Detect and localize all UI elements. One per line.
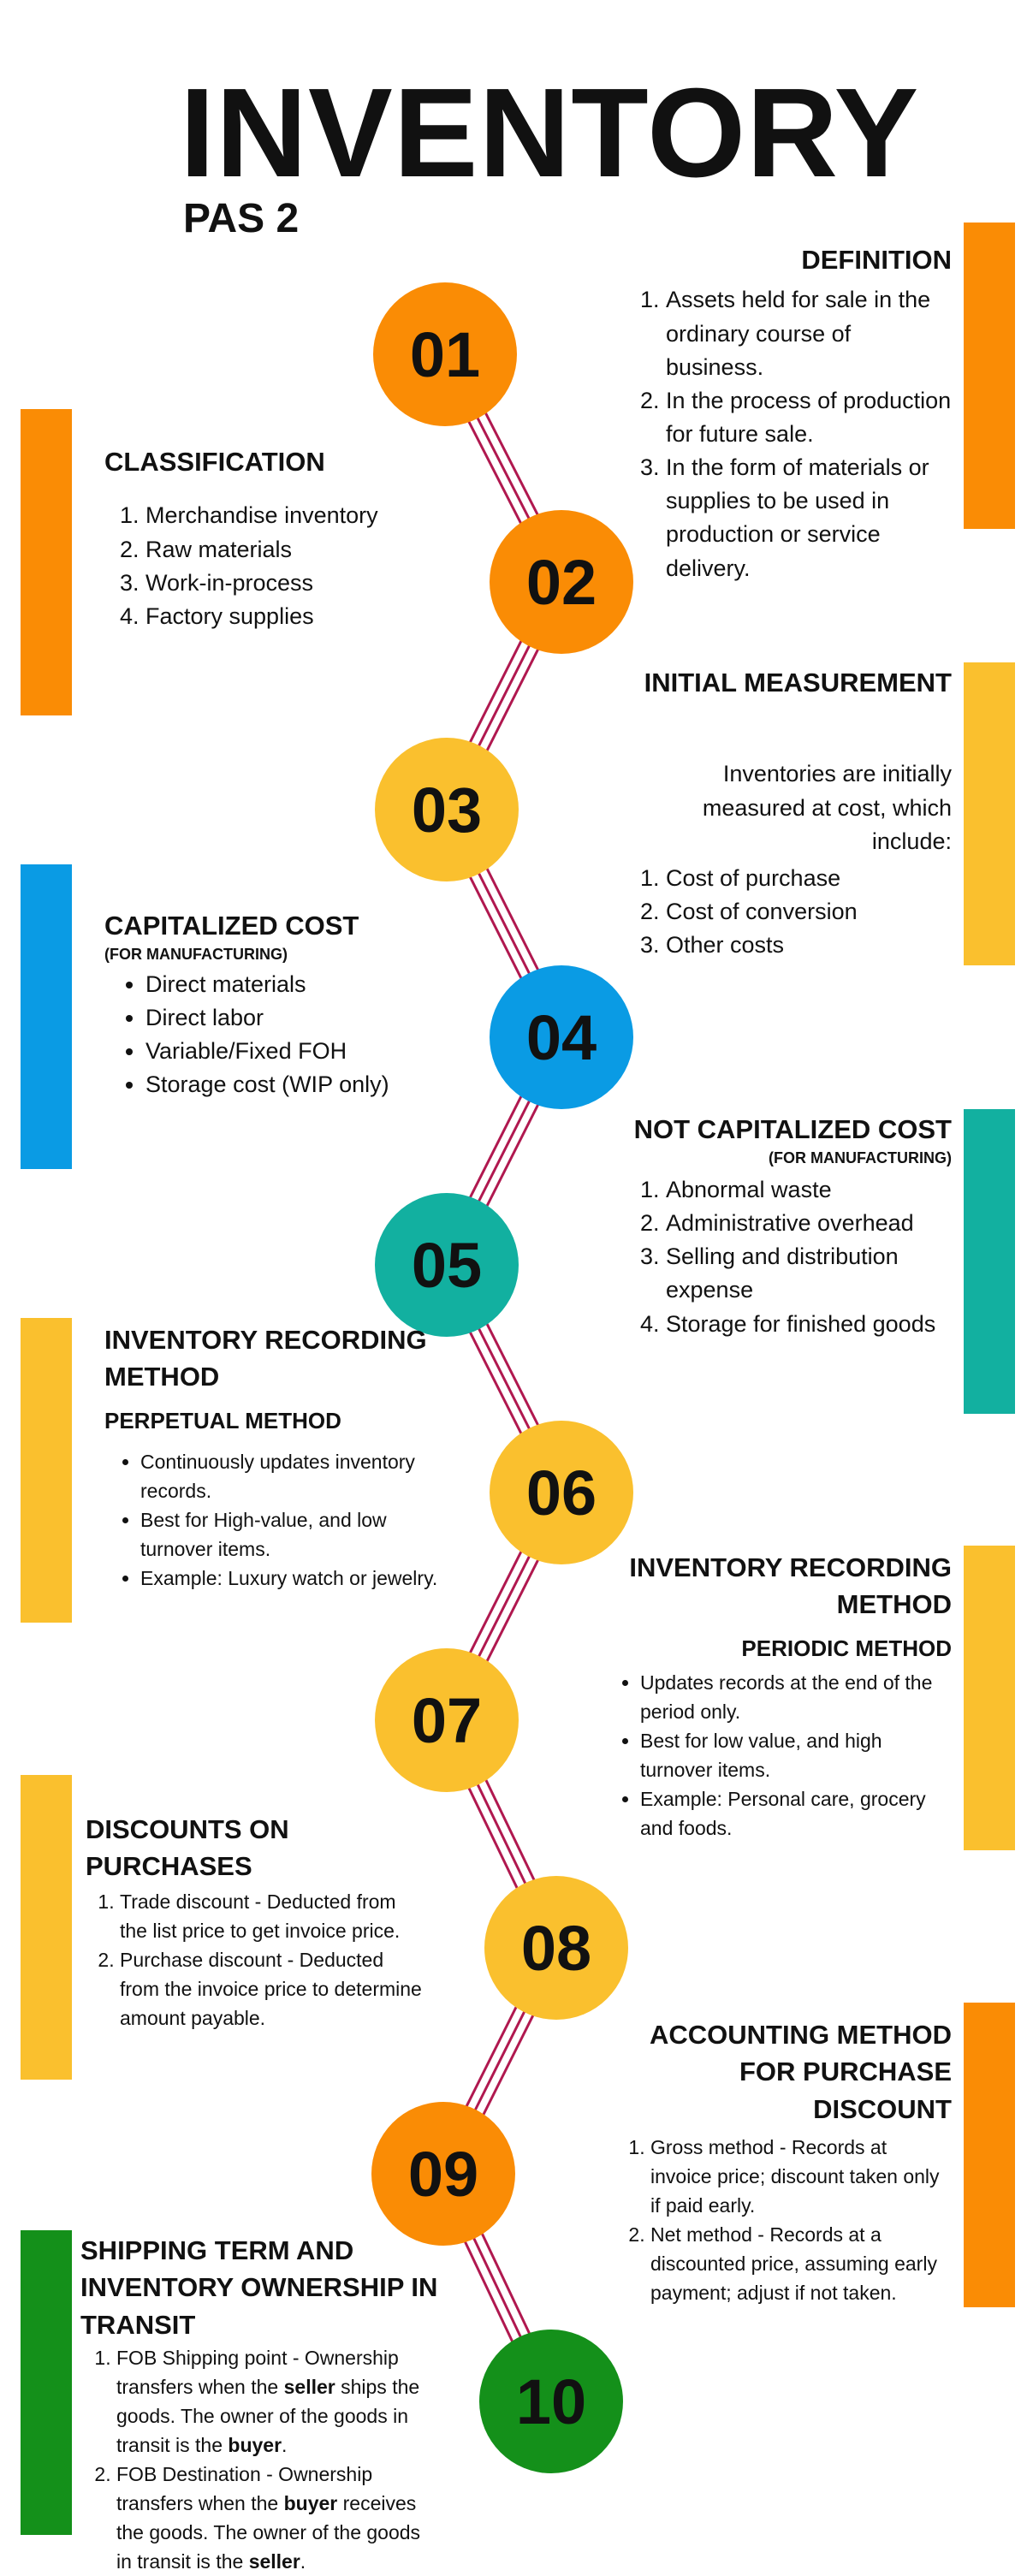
list-item: 1. Trade discount - Deducted from the list price to get invoice price. (120, 1887, 428, 1945)
capitalized-cost-list (104, 968, 464, 1102)
shipping-party: seller (248, 2550, 300, 2573)
list-item: 1. Merchandise inventory (145, 499, 447, 532)
initial-measurement-section (616, 664, 952, 962)
shipping-text: receives the goods. The owner of the goods in transit is the (116, 2492, 421, 2573)
list-item: 1. Assets held for sale in the ordinary course of business. (666, 283, 952, 383)
not-capitalized-cost-list (616, 1173, 952, 1341)
page-title: INVENTORY (180, 62, 920, 204)
not-capitalized-cost-title: NOT CAPITALIZED COST (633, 1114, 952, 1144)
shipping-text: . (300, 2550, 306, 2573)
step-10-node: 10 (479, 2330, 623, 2473)
classification-section (104, 443, 447, 633)
shipping-party: seller (283, 2376, 335, 2399)
not-capitalized-cost-subtitle: (FOR MANUFACTURING) (769, 1149, 952, 1167)
step-08-node: 08 (484, 1876, 628, 2020)
perpetual-method-label: PERPETUAL METHOD (104, 1407, 341, 1433)
initial-measurement-title: INITIAL MEASUREMENT (644, 668, 952, 697)
shipping-list (80, 2343, 457, 2576)
perpetual-list (104, 1447, 447, 1593)
shipping-text: FOB Shipping point - Ownership transfers when the (116, 2347, 399, 2399)
discounts-section (86, 1811, 428, 2033)
discounts-list (86, 1887, 428, 2033)
step-06-node: 06 (490, 1421, 633, 1564)
shipping-party: buyer (283, 2492, 338, 2515)
list-item (116, 2460, 431, 2576)
step-05-node: 05 (375, 1193, 519, 1337)
step-09-node: 09 (371, 2102, 515, 2246)
classification-title: CLASSIFICATION (104, 447, 325, 477)
shipping-text: ships the goods. The owner of the goods in transit is the (116, 2376, 420, 2457)
capitalized-cost-subtitle: (FOR MANUFACTURING) (104, 946, 288, 964)
periodic-title: INVENTORY RECORDING METHOD (629, 1552, 952, 1620)
initial-measurement-intro: Inventories are initially measured at cost, which include: (702, 761, 952, 854)
initial-measurement-list (616, 862, 952, 962)
definition-title: DEFINITION (801, 245, 952, 275)
periodic-list (592, 1668, 952, 1843)
list-item: • Example: Personal care, grocery and foods. (640, 1784, 935, 1843)
perpetual-section (104, 1321, 447, 1593)
shipping-section (80, 2232, 457, 2576)
periodic-method-label: PERIODIC METHOD (741, 1635, 952, 1661)
capitalized-cost-title: CAPITALIZED COST (104, 911, 359, 941)
list-item: 1. Cost of purchase (666, 862, 952, 895)
list-item: • Updates records at the end of the period only. (640, 1668, 935, 1726)
accounting-method-title: ACCOUNTING METHOD FOR PURCHASE DISCOUNT (649, 2020, 952, 2124)
list-item: 2. Administrative overhead (666, 1207, 952, 1240)
list-item (116, 2343, 431, 2460)
not-capitalized-cost-section (616, 1111, 952, 1341)
discounts-title: DISCOUNTS ON PURCHASES (86, 1814, 289, 1882)
list-item: 3. Selling and distribution expense (666, 1240, 952, 1307)
list-item: 2. Raw materials (145, 533, 447, 567)
step-02-node: 02 (490, 510, 633, 654)
definition-list (616, 283, 952, 585)
list-item: 2. Net method - Records at a discounted price, assuming early payment; adjust if not taken. (650, 2220, 952, 2307)
list-item: 2. Cost of conversion (666, 895, 952, 929)
list-item: • Variable/Fixed FOH (145, 1035, 464, 1068)
list-item: 1. Abnormal waste (666, 1173, 952, 1207)
shipping-title: SHIPPING TERM AND INVENTORY OWNERSHIP IN TRANSIT (80, 2235, 438, 2340)
list-item: • Best for low value, and high turnover items. (640, 1726, 935, 1784)
definition-section (616, 241, 952, 585)
list-item: 4. Factory supplies (145, 600, 447, 633)
list-item: • Direct materials (145, 968, 464, 1001)
page-subtitle: PAS 2 (183, 196, 300, 241)
list-item: 2. Purchase discount - Deducted from the invoice price to determine amount payable. (120, 1945, 428, 2033)
list-item: 4. Storage for finished goods (666, 1308, 952, 1341)
accounting-method-list (609, 2133, 952, 2307)
classification-list (104, 499, 447, 633)
list-item: • Continuously updates inventory records. (140, 1447, 447, 1505)
list-item: 2. In the process of production for future sale. (666, 384, 952, 451)
perpetual-title: INVENTORY RECORDING METHOD (104, 1325, 427, 1392)
list-item: 3. Other costs (666, 929, 952, 962)
shipping-text: FOB Destination - Ownership transfers when the (116, 2463, 373, 2515)
list-item: • Storage cost (WIP only) (145, 1068, 464, 1101)
list-item: 3. Work-in-process (145, 567, 447, 600)
list-item: 1. Gross method - Records at invoice price; discount taken only if paid early. (650, 2133, 952, 2220)
list-item: • Direct labor (145, 1001, 464, 1035)
shipping-text: . (282, 2434, 288, 2457)
step-03-node: 03 (375, 738, 519, 881)
periodic-section (592, 1549, 952, 1843)
list-item: • Best for High-value, and low turnover items. (140, 1505, 447, 1564)
shipping-party: buyer (228, 2434, 282, 2457)
list-item: • Example: Luxury watch or jewelry. (140, 1564, 447, 1593)
list-item: 3. In the form of materials or supplies to be used in production or service delivery. (666, 451, 952, 585)
step-04-node: 04 (490, 965, 633, 1109)
step-07-node: 07 (375, 1648, 519, 1792)
capitalized-cost-section (104, 907, 464, 1102)
accounting-method-section (609, 2016, 952, 2307)
step-01-node: 01 (373, 282, 517, 426)
